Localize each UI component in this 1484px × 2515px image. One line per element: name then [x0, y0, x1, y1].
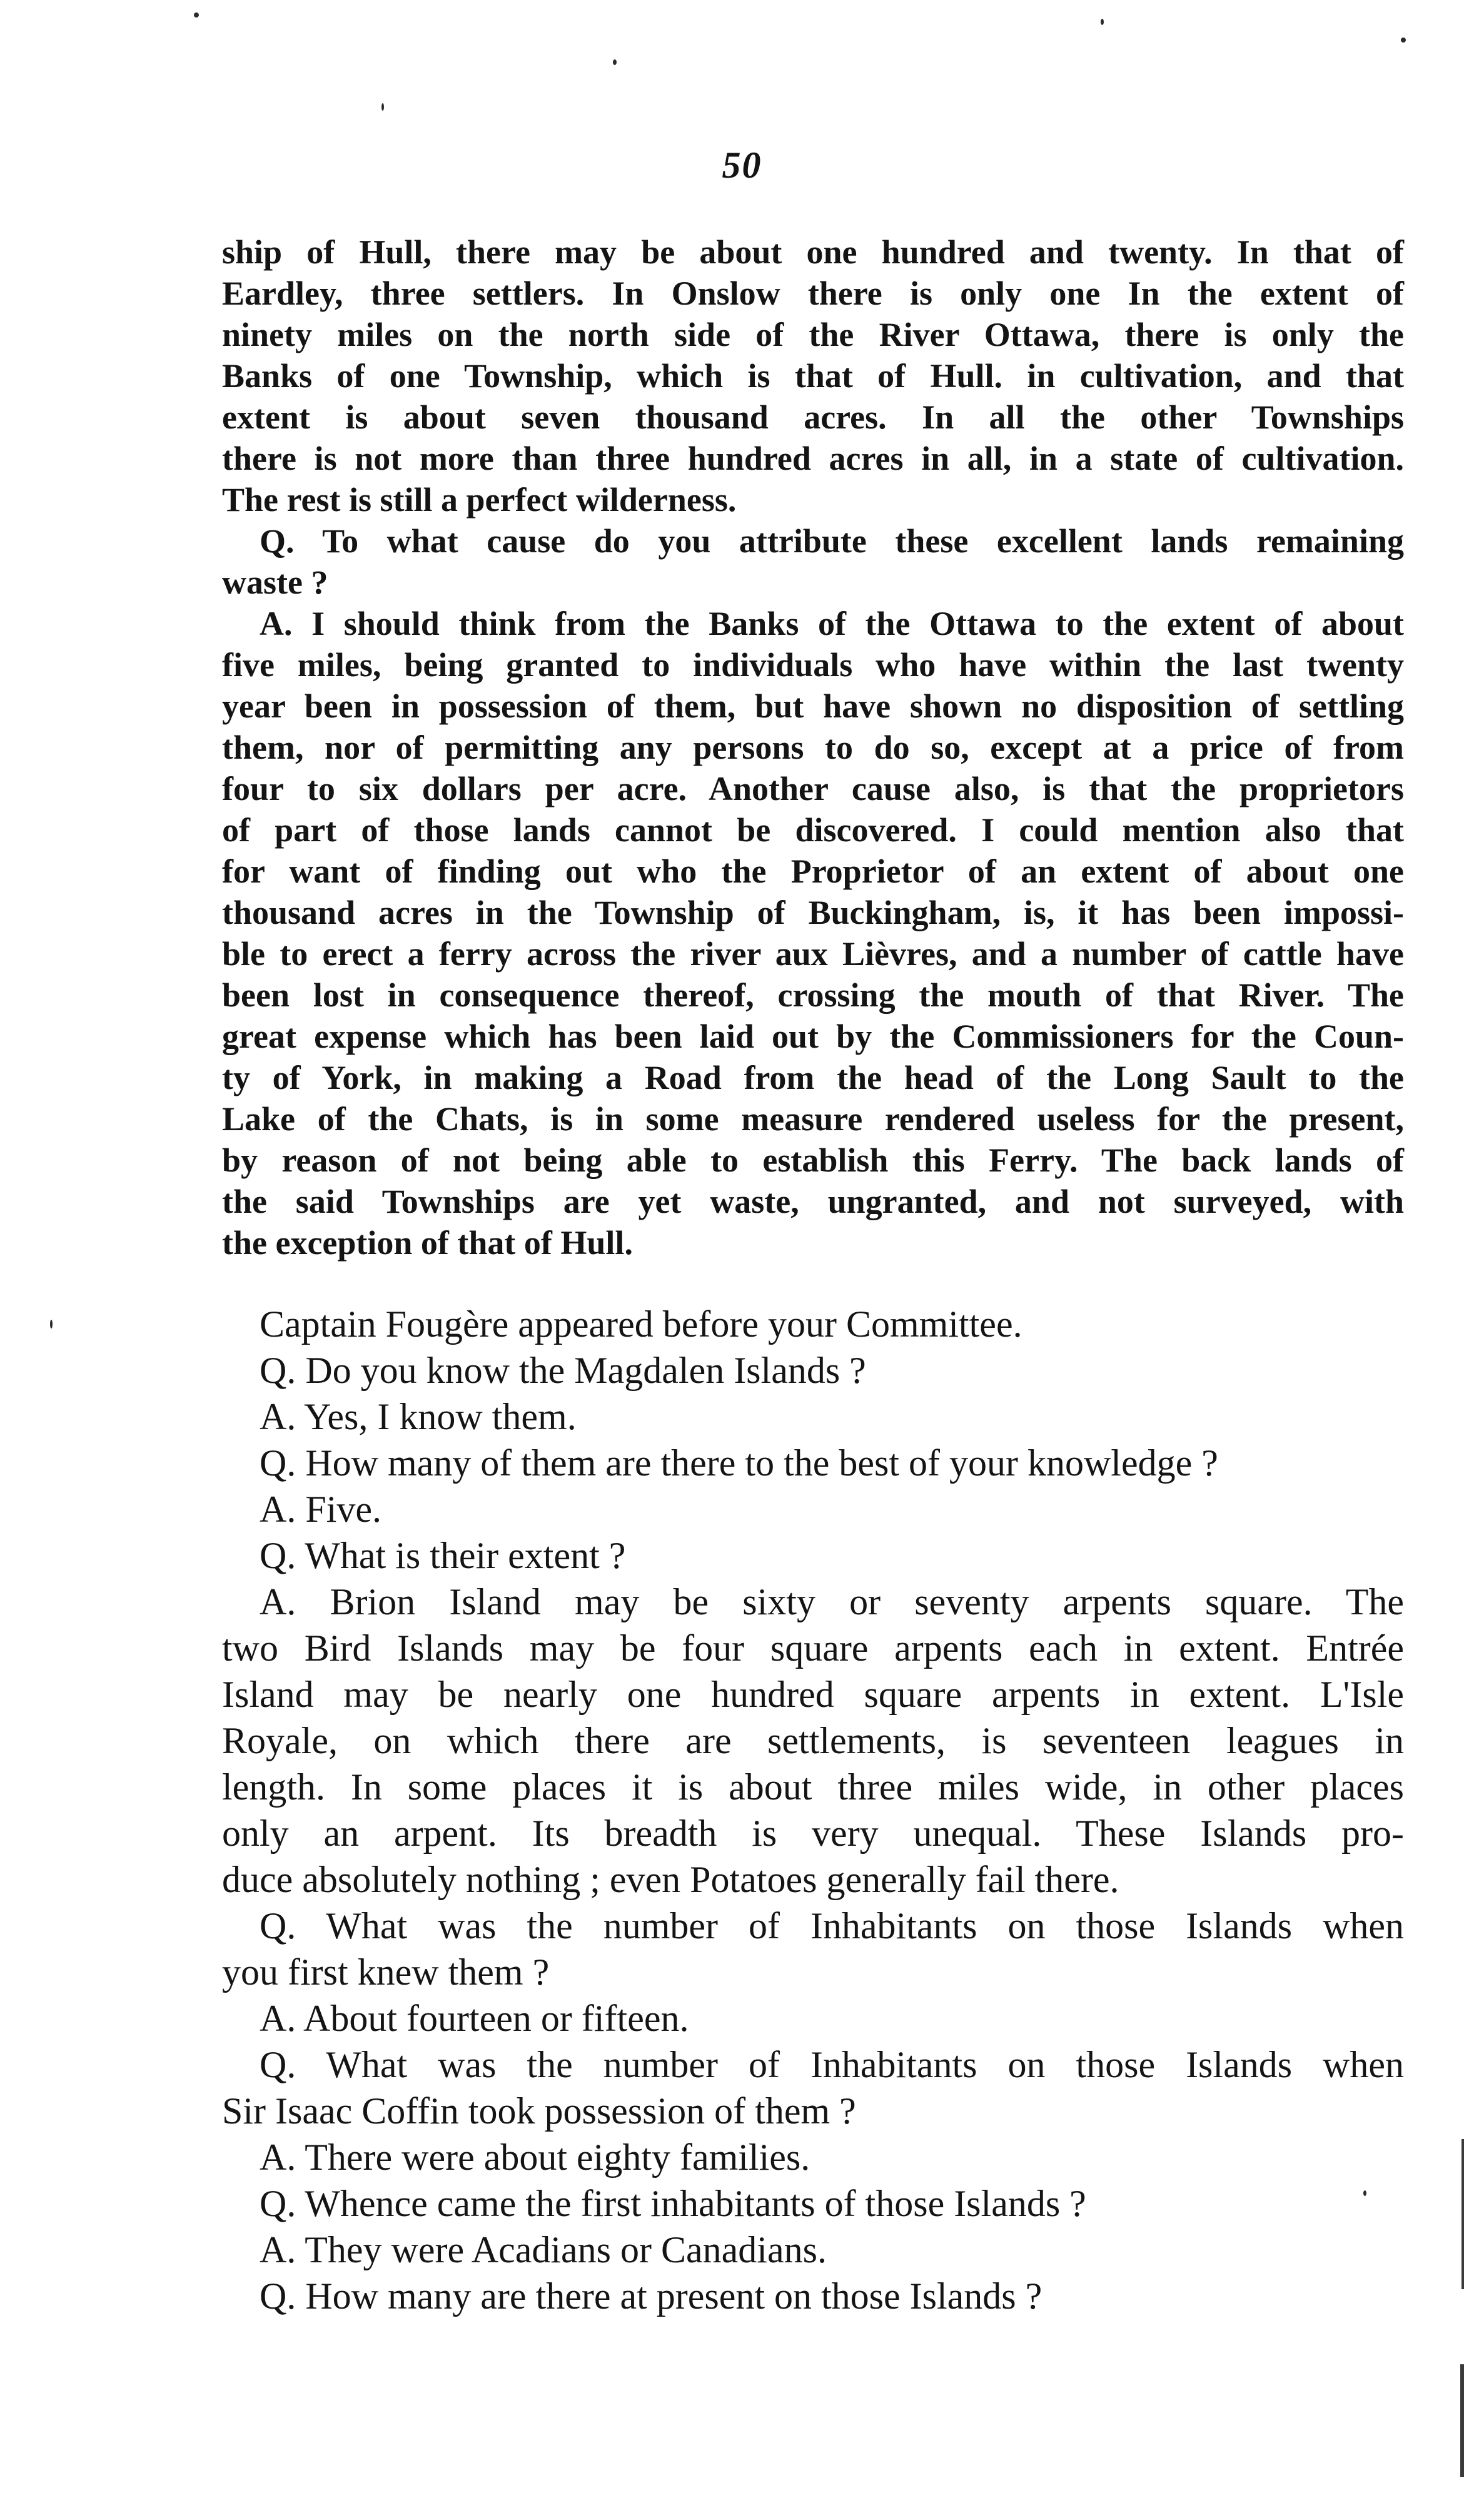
text-line: Royale, on which there are settlements, is seventeen leagues in [222, 1720, 1404, 1761]
text-line: thousand acres in the Township of Buckingham, is, it has been impossi- [222, 894, 1404, 931]
answer-line: A. There were about eighty families. [260, 2137, 810, 2178]
text-line: them, nor of permitting any persons to do so, except at a price of from [222, 729, 1404, 766]
text-line: extent is about seven thousand acres. In all the other Townships [222, 398, 1404, 436]
text-line: for want of finding out who the Proprietor of an extent of about one [222, 853, 1404, 890]
text-line: The rest is still a perfect wilderness. [222, 481, 737, 519]
witness-heading: Captain Fougère appeared before your Committee. [260, 1303, 1022, 1345]
print-speck [1401, 38, 1406, 43]
margin-mark [1460, 2364, 1464, 2477]
print-speck [50, 1320, 53, 1328]
text-line: length. In some places it is about three miles wide, in other places [222, 1766, 1404, 1808]
question-line: Q. What is their extent ? [260, 1535, 626, 1576]
text-line: ty of York, in making a Road from the head of the Long Sault to the [222, 1059, 1404, 1096]
text-line: the exception of that of Hull. [222, 1224, 633, 1262]
question-line: Q. What was the number of Inhabitants on those Islands when [260, 2044, 1404, 2085]
question-line: Q. To what cause do you attribute these excellent lands remaining [260, 522, 1404, 560]
question-line: Q. How many of them are there to the best of your knowledge ? [260, 1442, 1218, 1484]
text-line: Sir Isaac Coffin took possession of them ? [222, 2090, 856, 2132]
print-speck [194, 13, 199, 18]
print-speck [1101, 19, 1104, 25]
text-line: of part of those lands cannot be discovered. I could mention also that [222, 811, 1404, 849]
text-line: there is not more than three hundred acres in all, in a state of cultivation. [222, 440, 1404, 477]
question-line: Q. Whence came the first inhabitants of those Islands ? [260, 2183, 1086, 2224]
text-line: the said Townships are yet waste, ungranted, and not surveyed, with [222, 1183, 1404, 1220]
answer-line: A. Five. [260, 1489, 381, 1530]
question-line: Q. Do you know the Magdalen Islands ? [260, 1350, 866, 1391]
text-line: four to six dollars per acre. Another cause also, is that the proprietors [222, 770, 1404, 807]
text-line: ninety miles on the north side of the River Ottawa, there is only the [222, 316, 1404, 353]
text-line: ble to erect a ferry across the river aux Lièvres, and a number of cattle have [222, 935, 1404, 973]
page-number: 50 [722, 144, 762, 186]
answer-line: A. Yes, I know them. [260, 1396, 577, 1437]
text-line: two Bird Islands may be four square arpents each in extent. Entrée [222, 1627, 1404, 1669]
question-line: Q. What was the number of Inhabitants on those Islands when [260, 1905, 1404, 1946]
text-line: Eardley, three settlers. In Onslow there is only one In the extent of [222, 275, 1404, 312]
print-speck [613, 59, 617, 65]
text-line: great expense which has been laid out by the Commissioners for the Coun- [222, 1018, 1404, 1055]
margin-mark [1461, 2139, 1464, 2289]
text-line: five miles, being granted to individuals who have within the last twenty [222, 646, 1404, 684]
question-line: Q. How many are there at present on those Islands ? [260, 2275, 1042, 2317]
text-line: Banks of one Township, which is that of Hull. in cultivation, and that [222, 357, 1404, 395]
testimony-hull-townships [222, 231, 1404, 1263]
text-line: you first knew them ? [222, 1951, 550, 1993]
text-line: Lake of the Chats, is in some measure rendered useless for the present, [222, 1100, 1404, 1138]
text-line: only an arpent. Its breadth is very unequal. These Islands pro- [222, 1813, 1404, 1854]
text-line: been lost in consequence thereof, crossing the mouth of that River. The [222, 976, 1404, 1014]
print-speck [381, 103, 384, 111]
text-line: year been in possession of them, but have shown no disposition of settling [222, 687, 1404, 725]
answer-line: A. They were Acadians or Canadians. [260, 2229, 827, 2270]
testimony-captain-fougere [222, 1301, 1404, 2319]
text-line: waste ? [222, 564, 328, 601]
text-line: duce absolutely nothing ; even Potatoes generally fail there. [222, 1859, 1119, 1900]
answer-line: A. About fourteen or fifteen. [260, 1998, 689, 2039]
text-line: by reason of not being able to establish this Ferry. The back lands of [222, 1141, 1404, 1179]
text-line: Island may be nearly one hundred square arpents in extent. L'Isle [222, 1674, 1404, 1715]
answer-line: A. I should think from the Banks of the Ottawa to the extent of about [260, 605, 1404, 642]
text-line: ship of Hull, there may be about one hundred and twenty. In that of [222, 233, 1404, 271]
answer-line: A. Brion Island may be sixty or seventy arpents square. The [260, 1581, 1404, 1622]
